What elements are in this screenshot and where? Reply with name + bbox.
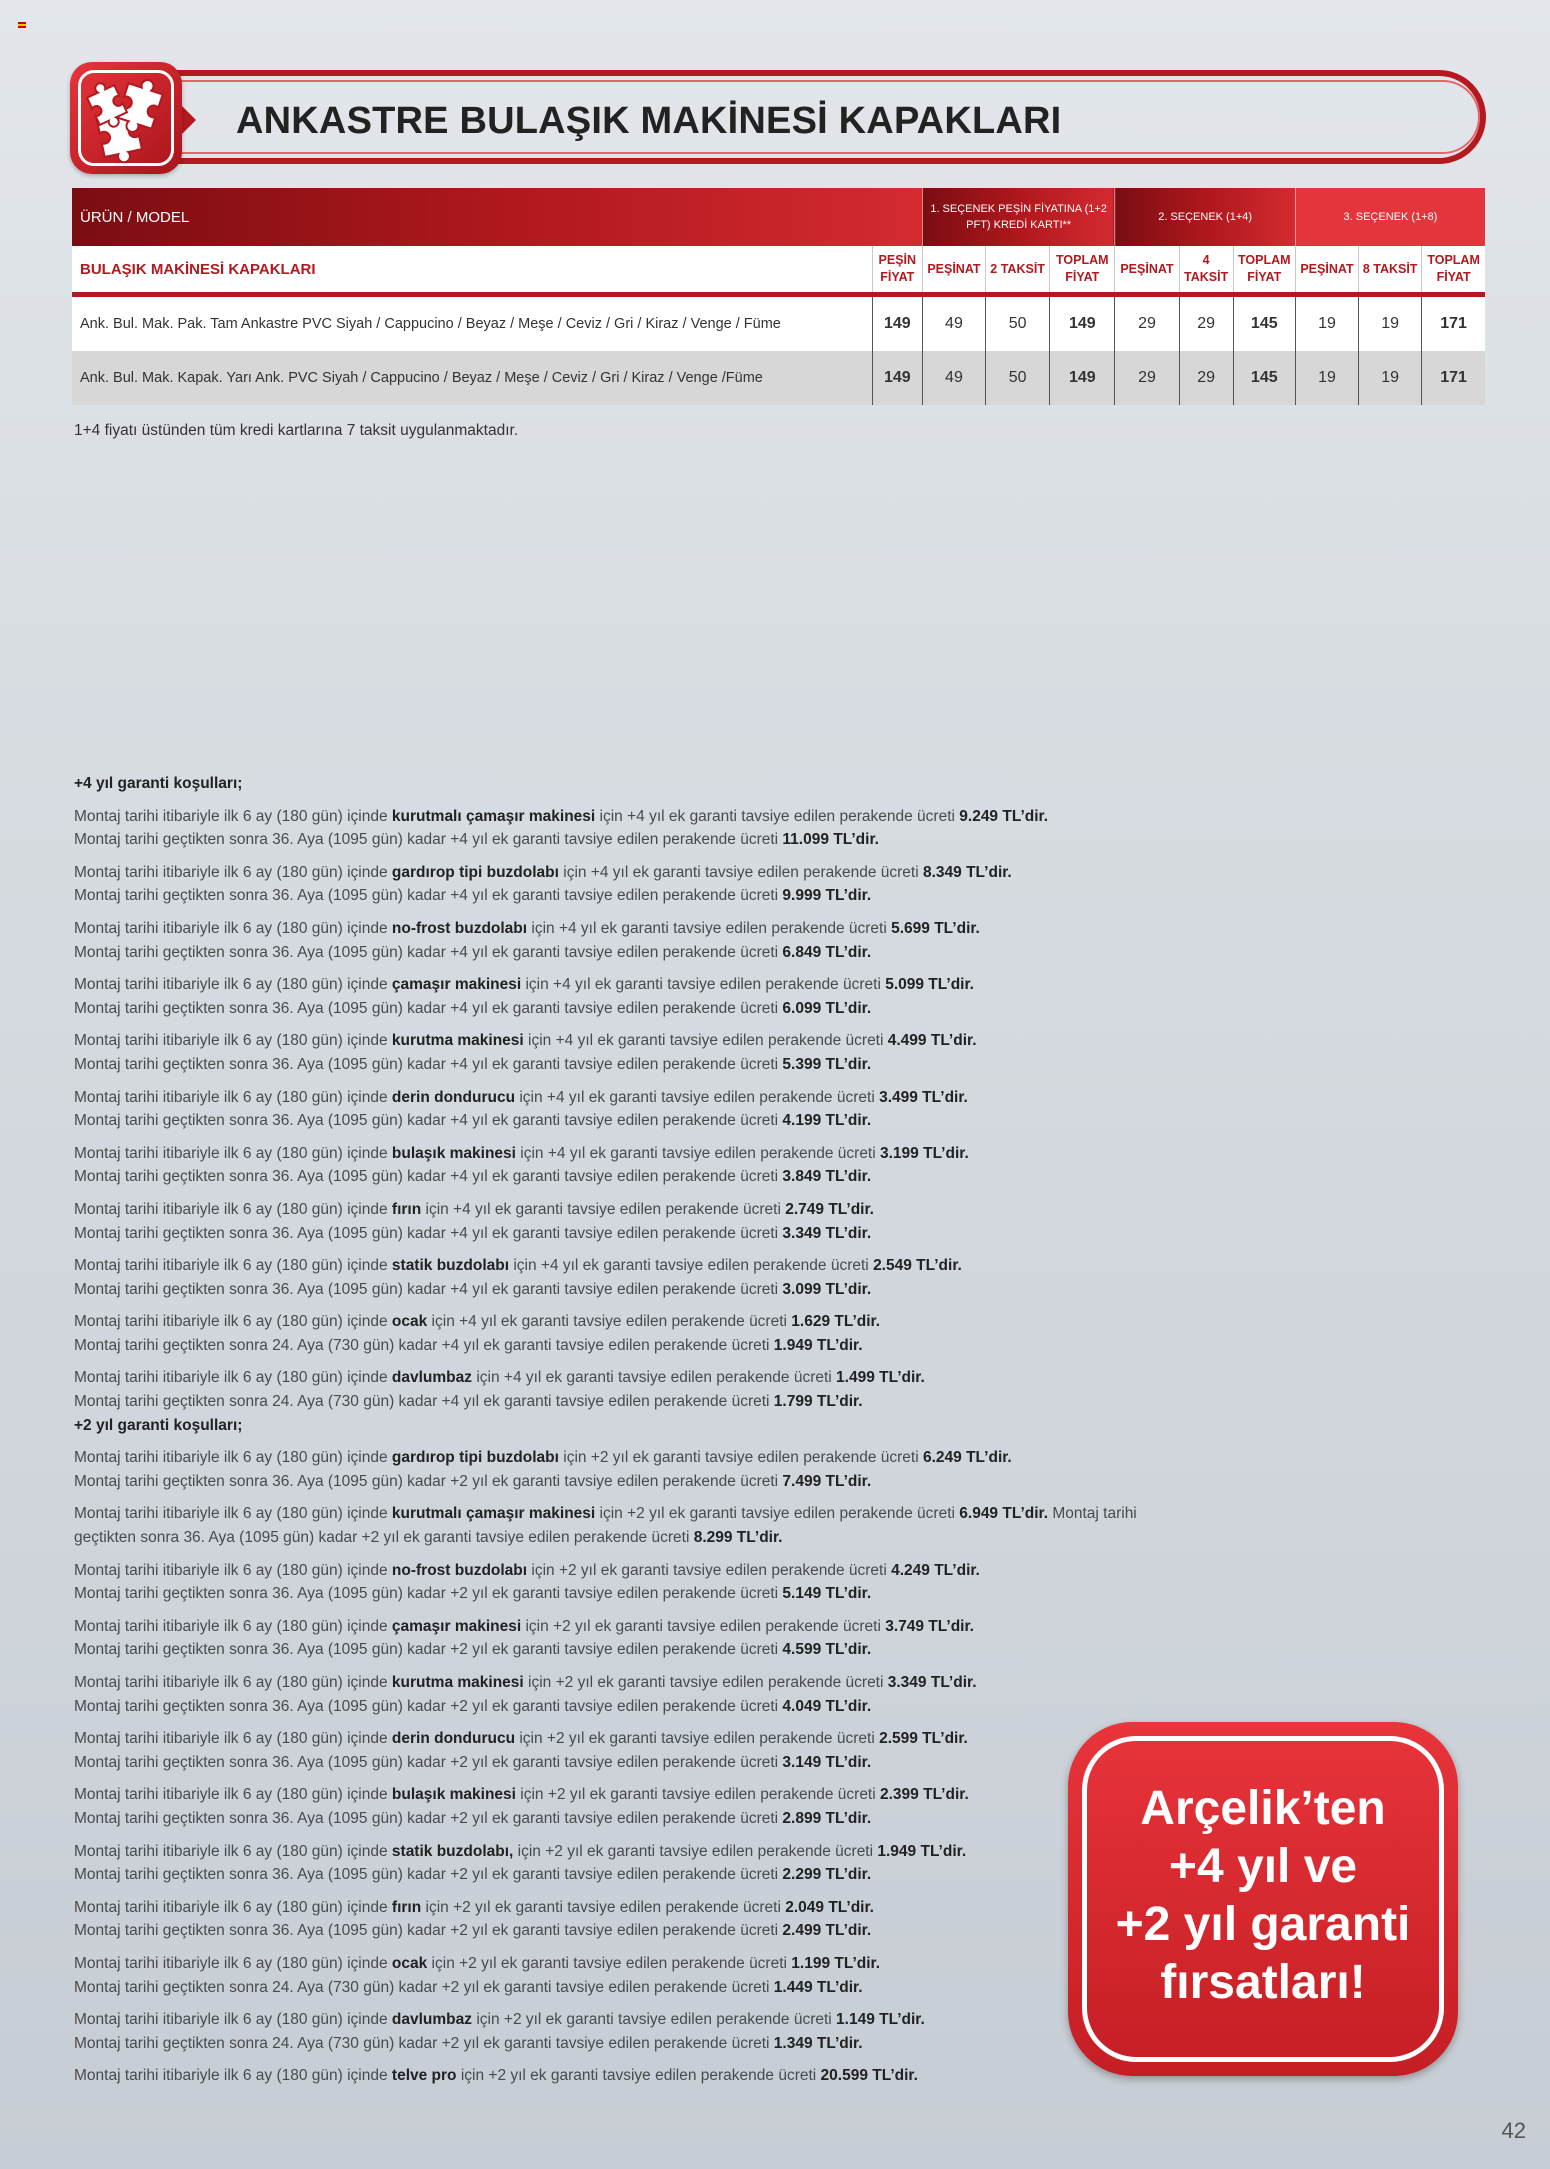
promo-line: +2 yıl garanti xyxy=(1115,1898,1411,1951)
page-title: ANKASTRE BULAŞIK MAKİNESİ KAPAKLARI xyxy=(236,100,1062,142)
col-header: PEŞİNAT xyxy=(922,246,985,295)
currency-suffix: TL’dir. xyxy=(821,887,872,905)
table-cell: 19 xyxy=(1359,351,1422,405)
guarantee-item: Montaj tarihi itibariyle ilk 6 ay (180 gün) içinde çamaşır makinesi için +2 yıl ek garanti tavsiye edilen perakende ücreti 3.749 TL’dir. Montaj tarihi geçtikten sonra 36. Aya (1095 gün) kadar +2 yıl ek garanti tavsiye edilen perakende ücreti 4.599 TL’dir. xyxy=(74,1617,974,1659)
table-cell: 149 xyxy=(872,351,922,405)
guarantee-item: Montaj tarihi itibariyle ilk 6 ay (180 gün) içinde çamaşır makinesi için +4 yıl ek garanti tavsiye edilen perakende ücreti 5.099 TL’dir. Montaj tarihi geçtikten sonra 36. Aya (1095 gün) kadar +4 yıl ek garanti tavsiye edilen perakende ücreti 6.099 TL’dir. xyxy=(74,976,974,1017)
warranty-period: 36. Aya (1095 gün) xyxy=(272,1866,403,1884)
currency-suffix: TL’dir. xyxy=(821,1168,872,1186)
product-name: bulaşık makinesi xyxy=(391,1144,516,1162)
header-badge xyxy=(70,62,182,174)
warranty-period: 36. Aya (1095 gün) xyxy=(272,1055,403,1073)
price-first: 2.049 xyxy=(785,1898,825,1916)
table-cell: 149 xyxy=(1050,295,1115,352)
warranty-period: 36. Aya (1095 gün) xyxy=(272,1641,403,1659)
table-row xyxy=(72,351,1485,405)
currency-suffix: TL’dir. xyxy=(874,2011,925,2029)
currency-suffix: TL’dir. xyxy=(998,807,1049,825)
product-name: telve pro xyxy=(391,2067,457,2085)
price-first: 8.349 xyxy=(922,863,962,881)
guarantee4-heading: +4 yıl garanti koşulları; xyxy=(74,775,243,792)
table-cell: 19 xyxy=(1295,351,1358,405)
currency-suffix: TL’dir. xyxy=(830,1313,881,1331)
col-header: PEŞİNAT xyxy=(1295,246,1358,295)
guarantee-item: Montaj tarihi itibariyle ilk 6 ay (180 gün) içinde bulaşık makinesi için +2 yıl ek garanti tavsiye edilen perakende ücreti 2.399 TL’dir. Montaj tarihi geçtikten sonra 36. Aya (1095 gün) kadar +2 yıl ek garanti tavsiye edilen perakende ücreti 2.899 TL’dir. xyxy=(74,1786,969,1827)
guarantee-item: Montaj tarihi itibariyle ilk 6 ay (180 gün) içinde bulaşık makinesi için +4 yıl ek garanti tavsiye edilen perakende ücreti 3.199 TL’dir. Montaj tarihi geçtikten sonra 36. Aya (1095 gün) kadar +4 yıl ek garanti tavsiye edilen perakende ücreti 3.849 TL’dir. xyxy=(74,1144,969,1186)
warranty-period: 36. Aya (1095 gün) xyxy=(272,831,403,849)
product-name: gardırop tipi buzdolabı xyxy=(391,863,559,881)
price-second: 3.099 xyxy=(782,1280,822,1298)
currency-suffix: TL’dir. xyxy=(828,831,879,849)
guarantee-item: Montaj tarihi itibariyle ilk 6 ay (180 gün) içinde davlumbaz için +2 yıl ek garanti tavsiye edilen perakende ücreti 1.149 TL’dir. Montaj tarihi geçtikten sonra 24. Aya (730 gün) kadar +2 yıl ek garanti tavsiye edilen perakende ücreti 1.349 TL’dir. xyxy=(74,2011,925,2052)
price-first: 2.399 xyxy=(880,1786,919,1804)
price-first: 3.499 xyxy=(879,1088,918,1106)
currency-suffix: TL’dir. xyxy=(821,1585,872,1603)
currency-suffix: TL’dir. xyxy=(929,919,980,937)
product-name: statik buzdolabı, xyxy=(391,1842,514,1860)
installment-note: 1+4 fiyatı üstünden tüm kredi kartlarına 7 taksit uygulanmaktadır. xyxy=(74,422,519,439)
warranty-period: 24. Aya (730 gün) xyxy=(272,1978,395,1996)
table-cell: 145 xyxy=(1233,295,1295,352)
price-second: 6.849 xyxy=(782,943,822,961)
table-cell: 29 xyxy=(1115,295,1179,352)
warranty-period: 36. Aya (1095 gün) xyxy=(272,1753,403,1771)
currency-suffix: TL’dir. xyxy=(824,1898,874,1916)
promo-line: Arçelik’ten xyxy=(1140,1782,1386,1835)
price-first: 3.349 xyxy=(887,1674,927,1691)
currency-suffix: TL’dir. xyxy=(821,1641,872,1659)
table-cell: 50 xyxy=(986,295,1050,352)
option2-header: 2. SEÇENEK (1+4) xyxy=(1115,188,1296,246)
col-header: TOPLAM FİYAT xyxy=(1233,246,1295,295)
currency-suffix: TL’dir. xyxy=(867,2067,918,2085)
warranty-period: 24. Aya (730 gün) xyxy=(272,1336,395,1354)
warranty-period: 36. Aya (1095 gün) xyxy=(272,1280,403,1298)
currency-suffix: TL’dir. xyxy=(924,976,974,994)
table-cell: 149 xyxy=(872,295,922,352)
currency-suffix: TL’dir. xyxy=(924,1617,974,1635)
price-second: 1.949 xyxy=(773,1336,813,1354)
price-first: 1.499 xyxy=(836,1369,875,1387)
product-name: kurutma makinesi xyxy=(391,1674,524,1691)
table-cell: 50 xyxy=(986,351,1050,405)
currency-suffix: TL’dir. xyxy=(821,1866,872,1884)
currency-suffix: TL’dir. xyxy=(821,1280,872,1298)
warranty-period: 36. Aya (1095 gün) xyxy=(272,1585,403,1603)
guarantee-item: Montaj tarihi itibariyle ilk 6 ay (180 gün) içinde fırın için +4 yıl ek garanti tavsiye edilen perakende ücreti 2.749 TL’dir. Montaj tarihi geçtikten sonra 36. Aya (1095 gün) kadar +4 yıl ek garanti tavsiye edilen perakende ücreti 3.349 TL’dir. xyxy=(74,1200,874,1242)
guarantee4-list xyxy=(74,805,1154,1414)
price-first: 3.199 xyxy=(880,1144,919,1162)
currency-suffix: TL’dir. xyxy=(821,1224,872,1242)
currency-suffix: TL’dir. xyxy=(821,1055,872,1073)
price-first: 4.249 xyxy=(891,1561,930,1579)
warranty-period: 36. Aya (1095 gün) xyxy=(272,1224,403,1242)
guarantee-item: Montaj tarihi itibariyle ilk 6 ay (180 gün) içinde telve pro için +2 yıl ek garanti tavsiye edilen perakende ücreti 20.599 TL’dir. xyxy=(74,2067,918,2085)
promo-line: fırsatları! xyxy=(1160,1956,1366,2009)
price-second: 8.299 xyxy=(693,1529,733,1547)
price-first: 6.949 xyxy=(959,1505,999,1523)
col-header: TOPLAM FİYAT xyxy=(1050,246,1115,295)
table-cell: 145 xyxy=(1233,351,1295,405)
price-first: 6.249 xyxy=(922,1449,962,1467)
warranty-period: 36. Aya (1095 gün) xyxy=(272,1697,403,1715)
guarantee-item: Montaj tarihi itibariyle ilk 6 ay (180 gün) içinde fırın için +2 yıl ek garanti tavsiye edilen perakende ücreti 2.049 TL’dir. Montaj tarihi geçtikten sonra 36. Aya (1095 gün) kadar +2 yıl ek garanti tavsiye edilen perakende ücreti 2.499 TL’dir. xyxy=(74,1898,874,1940)
table-cell: 171 xyxy=(1422,295,1485,352)
currency-suffix: TL’dir. xyxy=(926,1032,977,1050)
guarantee-item: Montaj tarihi itibariyle ilk 6 ay (180 gün) içinde kurutmalı çamaşır makinesi için +2 yıl ek garanti tavsiye edilen perakende ücreti 6.949 TL’dir. Montaj tarihi geçtikten sonra 36. Aya (1095 gün) kadar +2 yıl ek garanti tavsiye edilen perakende ücreti 8.299 TL’dir. xyxy=(74,1505,1137,1547)
warranty-period: 36. Aya (1095 gün) xyxy=(272,1922,403,1940)
currency-suffix: TL’dir. xyxy=(821,1472,872,1490)
option3-header: 3. SEÇENEK (1+8) xyxy=(1295,188,1485,246)
price-first: 4.499 xyxy=(887,1032,927,1050)
guarantee-item: Montaj tarihi itibariyle ilk 6 ay (180 gün) içinde gardırop tipi buzdolabı için +4 yıl ek garanti tavsiye edilen perakende ücreti 8.349 TL’dir. Montaj tarihi geçtikten sonra 36. Aya (1095 gün) kadar +4 yıl ek garanti tavsiye edilen perakende ücreti 9.999 TL’dir. xyxy=(74,863,1012,905)
warranty-period: 36. Aya (1095 gün) xyxy=(272,943,403,961)
promo-line: +4 yıl ve xyxy=(1168,1840,1358,1893)
guarantee-item: Montaj tarihi itibariyle ilk 6 ay (180 gün) içinde derin dondurucu için +2 yıl ek garanti tavsiye edilen perakende ücreti 2.599 TL’dir. Montaj tarihi geçtikten sonra 36. Aya (1095 gün) kadar +2 yıl ek garanti tavsiye edilen perakende ücreti 3.149 TL’dir. xyxy=(74,1730,968,1771)
table-cell: 29 xyxy=(1115,351,1179,405)
table-row xyxy=(72,295,1485,352)
guarantee2-heading: +2 yıl garanti koşulları; xyxy=(74,1416,243,1434)
price-second: 9.999 xyxy=(782,887,822,905)
guarantee-item: Montaj tarihi itibariyle ilk 6 ay (180 gün) içinde statik buzdolabı, için +2 yıl ek garanti tavsiye edilen perakende ücreti 1.949 TL’dir. Montaj tarihi geçtikten sonra 36. Aya (1095 gün) kadar +2 yıl ek garanti tavsiye edilen perakende ücreti 2.299 TL’dir. xyxy=(74,1842,967,1884)
promo-badge xyxy=(1068,1722,1458,2076)
currency-suffix: TL’dir. xyxy=(917,1088,968,1106)
price-second: 3.849 xyxy=(782,1168,822,1186)
table-cell: 19 xyxy=(1295,295,1358,352)
price-second: 5.399 xyxy=(782,1055,822,1073)
currency-suffix: TL’dir. xyxy=(732,1529,783,1547)
table-cell: 49 xyxy=(922,295,985,352)
product-name: fırın xyxy=(391,1898,422,1916)
currency-suffix: TL’dir. xyxy=(821,1697,872,1715)
guarantee2-list xyxy=(74,1446,1154,2088)
product-name: kurutmalı çamaşır makinesi xyxy=(391,1505,596,1523)
product-name: fırın xyxy=(391,1200,422,1218)
currency-suffix: TL’dir. xyxy=(821,1753,872,1771)
col-header: 4 TAKSİT xyxy=(1179,246,1233,295)
price-second: 2.299 xyxy=(782,1866,822,1884)
price-second: 6.099 xyxy=(782,999,822,1017)
currency-suffix: TL’dir. xyxy=(929,1561,980,1579)
product-name: ocak xyxy=(391,1313,428,1331)
guarantee-item: Montaj tarihi itibariyle ilk 6 ay (180 gün) içinde davlumbaz için +4 yıl ek garanti tavsiye edilen perakende ücreti 1.499 TL’dir. Montaj tarihi geçtikten sonra 24. Aya (730 gün) kadar +4 yıl ek garanti tavsiye edilen perakende ücreti 1.799 TL’dir. xyxy=(74,1369,925,1411)
currency-suffix: TL’dir. xyxy=(812,1336,863,1354)
currency-suffix: TL’dir. xyxy=(812,1978,863,1996)
currency-suffix: TL’dir. xyxy=(961,863,1012,881)
guarantee-item: Montaj tarihi itibariyle ilk 6 ay (180 gün) içinde kurutmalı çamaşır makinesi için +4 yıl ek garanti tavsiye edilen perakende ücreti 9.249 TL’dir. Montaj tarihi geçtikten sonra 36. Aya (1095 gün) kadar +4 yıl ek garanti tavsiye edilen perakende ücreti 11.099 TL’dir. xyxy=(74,807,1049,849)
product-name: derin dondurucu xyxy=(391,1088,516,1106)
price-first: 1.199 xyxy=(791,1954,831,1972)
price-second: 7.499 xyxy=(782,1472,822,1490)
currency-suffix: TL’dir. xyxy=(824,1200,874,1218)
product-name: statik buzdolabı xyxy=(391,1257,510,1275)
product-name: çamaşır makinesi xyxy=(391,976,522,994)
product-name: kurutma makinesi xyxy=(391,1032,524,1050)
product-name: Ank. Bul. Mak. Pak. Tam Ankastre PVC Siyah / Cappucino / Beyaz / Meşe / Ceviz / Gri / Kiraz / Venge / Füme xyxy=(72,295,872,352)
product-name: kurutmalı çamaşır makinesi xyxy=(391,807,596,825)
warranty-period: 24. Aya (730 gün) xyxy=(272,2034,395,2052)
product-name: no-frost buzdolabı xyxy=(391,1561,528,1579)
price-first: 1.949 xyxy=(877,1842,917,1860)
flag-icon xyxy=(18,22,26,28)
price-first: 5.099 xyxy=(885,976,924,994)
price-second: 5.149 xyxy=(782,1585,822,1603)
currency-suffix: TL’dir. xyxy=(874,1369,925,1387)
price-table xyxy=(72,188,1485,405)
table-cell: 171 xyxy=(1422,351,1485,405)
price-second: 4.599 xyxy=(782,1641,822,1659)
price-first: 5.699 xyxy=(891,919,930,937)
price-second: 1.799 xyxy=(773,1393,813,1411)
price-first: 9.249 xyxy=(959,807,999,825)
price-first: 1.149 xyxy=(836,2011,875,2029)
price-second: 2.899 xyxy=(782,1809,822,1827)
header-pointer xyxy=(180,104,196,136)
guarantee-item: Montaj tarihi itibariyle ilk 6 ay (180 gün) içinde derin dondurucu için +4 yıl ek garanti tavsiye edilen perakende ücreti 3.499 TL’dir. Montaj tarihi geçtikten sonra 36. Aya (1095 gün) kadar +4 yıl ek garanti tavsiye edilen perakende ücreti 4.199 TL’dir. xyxy=(74,1088,968,1130)
puzzle-icon xyxy=(70,62,182,174)
price-first: 2.749 xyxy=(785,1200,825,1218)
price-first: 20.599 xyxy=(820,2067,868,2085)
price-first: 2.599 xyxy=(879,1730,918,1748)
currency-suffix: TL’dir. xyxy=(926,1674,977,1691)
price-second: 2.499 xyxy=(782,1922,822,1940)
currency-suffix: TL’dir. xyxy=(961,1449,1012,1467)
warranty-period: 36. Aya (1095 gün) xyxy=(272,1809,403,1827)
product-name: derin dondurucu xyxy=(391,1730,516,1748)
price-first: 3.749 xyxy=(885,1617,924,1635)
guarantee-item: Montaj tarihi itibariyle ilk 6 ay (180 gün) içinde no-frost buzdolabı için +4 yıl ek garanti tavsiye edilen perakende ücreti 5.699 TL’dir. Montaj tarihi geçtikten sonra 36. Aya (1095 gün) kadar +4 yıl ek garanti tavsiye edilen perakende ücreti 6.849 TL’dir. xyxy=(74,919,980,961)
col-header: TOPLAM FİYAT xyxy=(1422,246,1485,295)
guarantee-item: Montaj tarihi itibariyle ilk 6 ay (180 gün) içinde gardırop tipi buzdolabı için +2 yıl ek garanti tavsiye edilen perakende ücreti 6.249 TL’dir. Montaj tarihi geçtikten sonra 36. Aya (1095 gün) kadar +2 yıl ek garanti tavsiye edilen perakende ücreti 7.499 TL’dir. xyxy=(74,1449,1012,1490)
page-number: 42 xyxy=(1501,2118,1526,2143)
currency-suffix: TL’dir. xyxy=(821,999,872,1017)
warranty-period: 24. Aya (730 gün) xyxy=(272,1393,395,1411)
currency-suffix: TL’dir. xyxy=(830,1954,881,1972)
col-header: PEŞİNAT xyxy=(1115,246,1179,295)
currency-suffix: TL’dir. xyxy=(911,1257,962,1275)
warranty-period: 36. Aya (1095 gün) xyxy=(272,1112,403,1130)
guarantee-conditions xyxy=(74,772,1154,2088)
warranty-period: 36. Aya (1095 gün) xyxy=(272,1472,403,1490)
price-second: 4.199 xyxy=(782,1112,822,1130)
price-second: 4.049 xyxy=(782,1697,822,1715)
currency-suffix: TL’dir. xyxy=(917,1730,968,1748)
product-name: gardırop tipi buzdolabı xyxy=(391,1449,559,1467)
currency-suffix: TL’dir. xyxy=(918,1786,969,1804)
guarantee-item: Montaj tarihi itibariyle ilk 6 ay (180 gün) içinde ocak için +4 yıl ek garanti tavsiye edilen perakende ücreti 1.629 TL’dir. Montaj tarihi geçtikten sonra 24. Aya (730 gün) kadar +4 yıl ek garanti tavsiye edilen perakende ücreti 1.949 TL’dir. xyxy=(74,1313,881,1354)
product-name: bulaşık makinesi xyxy=(391,1786,516,1804)
price-first: 1.629 xyxy=(791,1313,831,1331)
guarantee-item: Montaj tarihi itibariyle ilk 6 ay (180 gün) içinde kurutma makinesi için +2 yıl ek garanti tavsiye edilen perakende ücreti 3.349 TL’dir. Montaj tarihi geçtikten sonra 36. Aya (1095 gün) kadar +2 yıl ek garanti tavsiye edilen perakende ücreti 4.049 TL’dir. xyxy=(74,1674,977,1715)
price-second: 1.449 xyxy=(773,1978,813,1996)
category-label: BULAŞIK MAKİNESİ KAPAKLARI xyxy=(72,246,872,295)
table-cell: 19 xyxy=(1359,295,1422,352)
option1-header: 1. SEÇENEK PEŞİN FİYATINA (1+2 PFT) KREDİ KARTI** xyxy=(922,188,1115,246)
table-cell: 29 xyxy=(1179,351,1233,405)
warranty-period: 36. Aya (1095 gün) xyxy=(272,887,403,905)
currency-suffix: TL’dir. xyxy=(821,1112,872,1130)
price-second: 1.349 xyxy=(773,2034,813,2052)
table-subheader-row xyxy=(72,246,1485,295)
currency-suffix: TL’dir. xyxy=(918,1144,969,1162)
price-second: 3.149 xyxy=(782,1753,822,1771)
col-header: 8 TAKSİT xyxy=(1359,246,1422,295)
currency-suffix: TL’dir. xyxy=(916,1842,967,1860)
guarantee-item: Montaj tarihi itibariyle ilk 6 ay (180 gün) içinde no-frost buzdolabı için +2 yıl ek garanti tavsiye edilen perakende ücreti 4.249 TL’dir. Montaj tarihi geçtikten sonra 36. Aya (1095 gün) kadar +2 yıl ek garanti tavsiye edilen perakende ücreti 5.149 TL’dir. xyxy=(74,1561,980,1603)
currency-suffix: TL’dir. xyxy=(821,943,872,961)
product-name: ocak xyxy=(391,1954,428,1972)
guarantee-item: Montaj tarihi itibariyle ilk 6 ay (180 gün) içinde kurutma makinesi için +4 yıl ek garanti tavsiye edilen perakende ücreti 4.499 TL’dir. Montaj tarihi geçtikten sonra 36. Aya (1095 gün) kadar +4 yıl ek garanti tavsiye edilen perakende ücreti 5.399 TL’dir. xyxy=(74,1032,977,1073)
col-header: PEŞİN FİYAT xyxy=(872,246,922,295)
product-model-header: ÜRÜN / MODEL xyxy=(72,188,922,246)
guarantee-item: Montaj tarihi itibariyle ilk 6 ay (180 gün) içinde statik buzdolabı için +4 yıl ek garanti tavsiye edilen perakende ücreti 2.549 TL’dir. Montaj tarihi geçtikten sonra 36. Aya (1095 gün) kadar +4 yıl ek garanti tavsiye edilen perakende ücreti 3.099 TL’dir. xyxy=(74,1257,962,1298)
currency-suffix: TL’dir. xyxy=(812,2034,863,2052)
col-header: 2 TAKSİT xyxy=(986,246,1050,295)
table-cell: 149 xyxy=(1050,351,1115,405)
warranty-period: 36. Aya (1095 gün) xyxy=(272,1168,403,1186)
product-name: çamaşır makinesi xyxy=(391,1617,522,1635)
guarantee-item: Montaj tarihi itibariyle ilk 6 ay (180 gün) içinde ocak için +2 yıl ek garanti tavsiye edilen perakende ücreti 1.199 TL’dir. Montaj tarihi geçtikten sonra 24. Aya (730 gün) kadar +2 yıl ek garanti tavsiye edilen perakende ücreti 1.449 TL’dir. xyxy=(74,1954,881,1996)
price-first: 2.549 xyxy=(873,1257,912,1275)
product-name: Ank. Bul. Mak. Kapak. Yarı Ank. PVC Siyah / Cappucino / Beyaz / Meşe / Ceviz / Gri / Kiraz / Venge /Füme xyxy=(72,351,872,405)
currency-suffix: TL’dir. xyxy=(821,1809,872,1827)
table-cell: 29 xyxy=(1179,295,1233,352)
table-cell: 49 xyxy=(922,351,985,405)
currency-suffix: TL’dir. xyxy=(998,1505,1049,1523)
currency-suffix: TL’dir. xyxy=(821,1922,872,1940)
product-name: davlumbaz xyxy=(391,2011,473,2029)
product-name: no-frost buzdolabı xyxy=(391,919,528,937)
table-header-row xyxy=(72,188,1485,246)
warranty-period: 36. Aya (1095 gün) xyxy=(272,999,403,1017)
product-name: davlumbaz xyxy=(391,1369,473,1387)
price-second: 3.349 xyxy=(782,1224,822,1242)
warranty-period: 36. Aya (1095 gün) xyxy=(183,1529,315,1547)
currency-suffix: TL’dir. xyxy=(812,1393,863,1411)
price-second: 11.099 xyxy=(782,831,829,849)
